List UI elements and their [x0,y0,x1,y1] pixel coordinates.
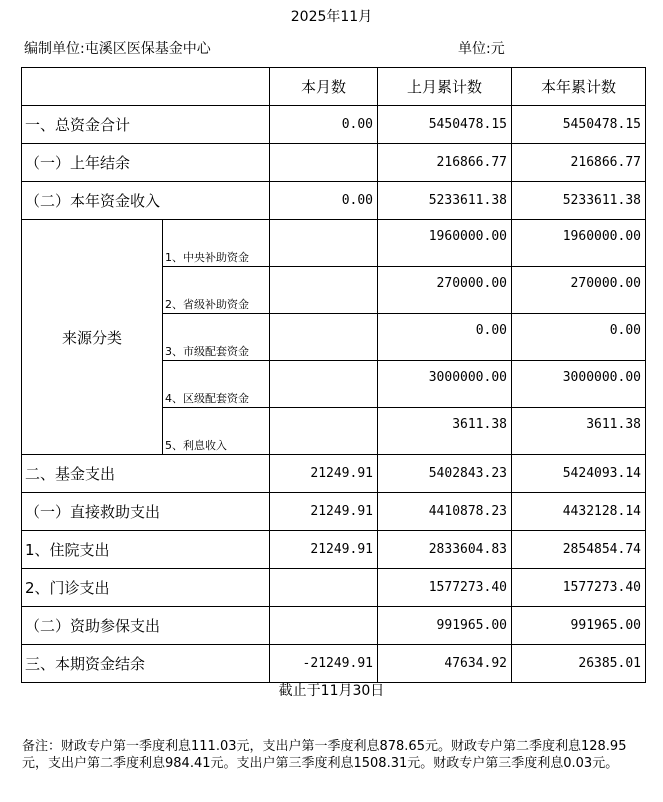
cutoff-date: 截止于11月30日 [278,683,385,699]
row-label: 二、基金支出 [22,455,270,493]
cell-year: 0.00 [512,314,646,361]
cell-year: 5450478.15 [512,106,646,144]
row-label: （一）直接救助支出 [22,493,270,531]
currency-unit: 单位:元 [458,41,505,57]
cell-last: 3611.38 [378,408,512,455]
cell-last: 1577273.40 [378,569,512,607]
cell-month: 21249.91 [270,455,378,493]
cell-last: 5402843.23 [378,455,512,493]
cell-month [270,408,378,455]
table-row [22,106,646,144]
header-this-month: 本月数 [270,68,378,106]
table-row [22,607,646,645]
footnote: 备注：财政专户第一季度利息111.03元，支出户第一季度利息878.65元。财政专户第二季度利息128.95元，支出户第二季度利息984.41元。支出户第三季度利息1508.31元。财政专户第三季度利息0.03元。 [22,739,627,771]
cell-month [270,607,378,645]
cell-last: 0.00 [378,314,512,361]
table-row [22,144,646,182]
cell-month: 0.00 [270,106,378,144]
row-label: （二）资助参保支出 [22,607,270,645]
cell-month [270,220,378,267]
source-item-label: 5、利息收入 [163,408,270,455]
compiling-unit: 编制单位:屯溪区医保基金中心 [24,41,211,57]
cell-month [270,361,378,408]
table-row [22,182,646,220]
cell-year: 991965.00 [512,607,646,645]
cell-month [270,314,378,361]
cell-year: 270000.00 [512,267,646,314]
cell-month [270,267,378,314]
cell-last: 5233611.38 [378,182,512,220]
source-item-label: 4、区级配套资金 [163,361,270,408]
report-period: 2025年11月 [290,9,373,25]
cell-year: 3611.38 [512,408,646,455]
cell-year: 5233611.38 [512,182,646,220]
row-label: 三、本期资金结余 [22,645,270,683]
table-header-row [22,68,646,106]
cell-year: 1960000.00 [512,220,646,267]
cell-last: 4410878.23 [378,493,512,531]
cell-last: 2833604.83 [378,531,512,569]
cell-last: 1960000.00 [378,220,512,267]
cell-month: 21249.91 [270,493,378,531]
table-row [22,220,646,267]
cell-year: 4432128.14 [512,493,646,531]
row-label: 1、住院支出 [22,531,270,569]
table-row [22,569,646,607]
row-label: 2、门诊支出 [22,569,270,607]
cell-last: 47634.92 [378,645,512,683]
cell-month [270,569,378,607]
cell-last: 3000000.00 [378,361,512,408]
cell-last: 991965.00 [378,607,512,645]
cell-year: 26385.01 [512,645,646,683]
cell-month: 21249.91 [270,531,378,569]
cell-last: 216866.77 [378,144,512,182]
cell-last: 270000.00 [378,267,512,314]
fund-report-table [21,67,646,683]
cell-year: 216866.77 [512,144,646,182]
cell-month [270,144,378,182]
row-label: （二）本年资金收入 [22,182,270,220]
header-blank [22,68,270,106]
cell-year: 3000000.00 [512,361,646,408]
row-label: （一）上年结余 [22,144,270,182]
cell-last: 5450478.15 [378,106,512,144]
row-label: 一、总资金合计 [22,106,270,144]
source-item-label: 3、市级配套资金 [163,314,270,361]
table-row [22,531,646,569]
table-row [22,493,646,531]
table-row [22,455,646,493]
header-year-cumulative: 本年累计数 [512,68,646,106]
cell-year: 5424093.14 [512,455,646,493]
header-last-cumulative: 上月累计数 [378,68,512,106]
source-item-label: 2、省级补助资金 [163,267,270,314]
source-item-label: 1、中央补助资金 [163,220,270,267]
cell-year: 2854854.74 [512,531,646,569]
source-category-label: 来源分类 [22,220,163,455]
cell-month: -21249.91 [270,645,378,683]
cell-month: 0.00 [270,182,378,220]
cell-year: 1577273.40 [512,569,646,607]
table-row [22,645,646,683]
